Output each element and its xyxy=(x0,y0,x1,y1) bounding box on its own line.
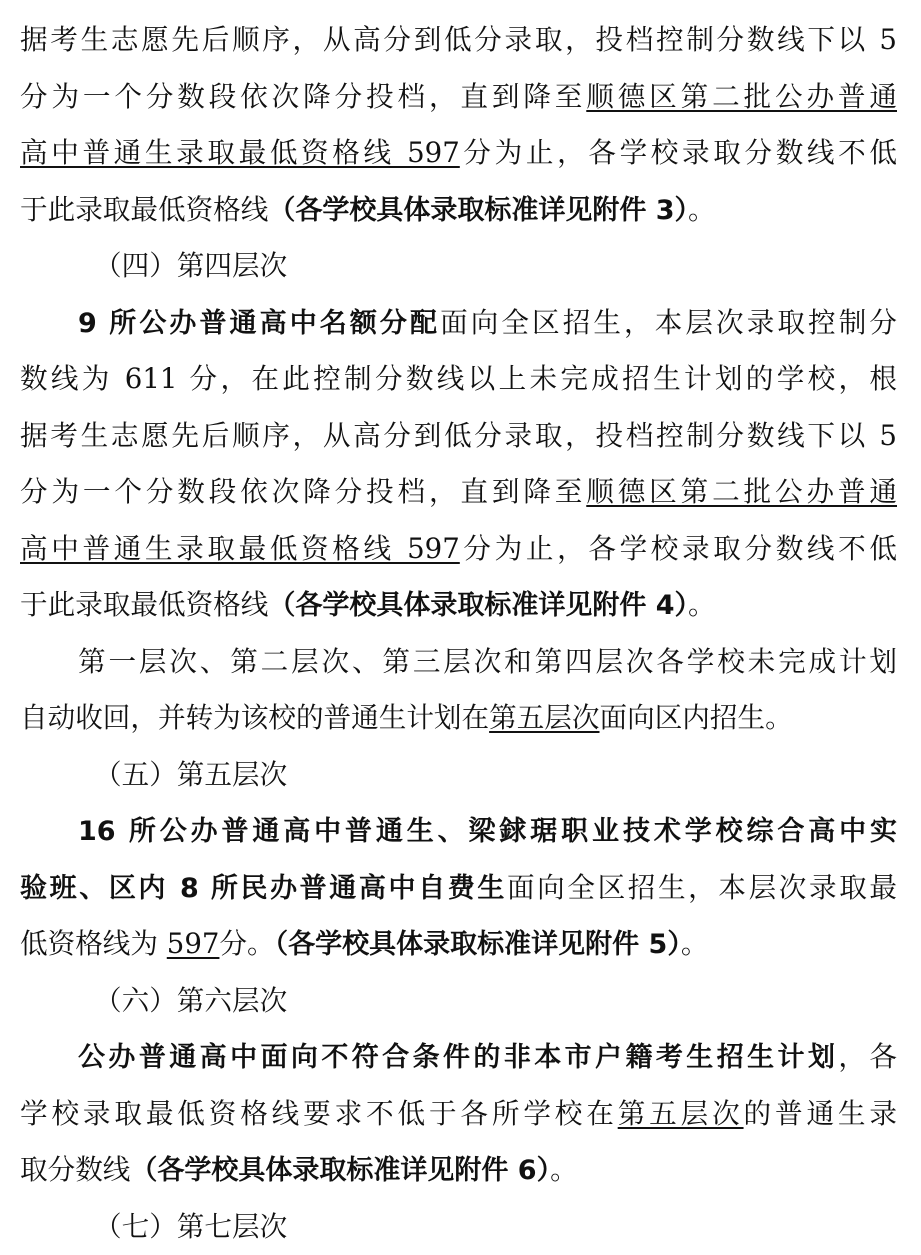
text-run: 分为一个分数段依次降分投档，直到降至 xyxy=(20,80,586,113)
underlined-text: 第五层次 xyxy=(489,701,599,734)
text-run: 面向区内招生。 xyxy=(600,701,793,734)
text-line xyxy=(20,1142,897,1199)
text-run: 分。 xyxy=(219,927,274,960)
paragraph-unfinished-plan xyxy=(20,634,897,747)
text-run: 学校录取最低资格线要求不低于各所学校在 xyxy=(20,1097,618,1130)
bold-text: （各学校具体录取标准详见附件 6） xyxy=(130,1155,550,1186)
bold-text: 验班、区内 8 所民办普通高中自费生 xyxy=(20,873,507,904)
bold-text: 公办普通高中面向不符合条件的非本市户籍考生招生计划 xyxy=(78,1042,838,1073)
text-line xyxy=(20,634,897,691)
underlined-text: 顺德区第二批公办普通 xyxy=(586,475,897,508)
text-line xyxy=(20,690,897,747)
text-line xyxy=(20,521,897,578)
text-line xyxy=(20,803,897,860)
text-run: 分为一个分数段依次降分投档，直到降至 xyxy=(20,475,586,508)
text-run: 。 xyxy=(550,1153,578,1186)
section-heading-7: （七）第七层次 xyxy=(20,1199,897,1255)
text-line xyxy=(20,69,897,126)
text-run: 分为止，各学校录取分数线不低 xyxy=(460,136,897,169)
section-heading-4: （四）第四层次 xyxy=(20,238,897,295)
text-run: 数线为 611 分，在此控制分数线以上未完成招生计划的学校，根 xyxy=(20,362,897,395)
text-line xyxy=(20,464,897,521)
text-line xyxy=(20,351,897,408)
text-run: 。 xyxy=(688,193,716,226)
paragraph-level6 xyxy=(20,1029,897,1199)
paragraph-level5 xyxy=(20,803,897,973)
text-run: 据考生志愿先后顺序，从高分到低分录取，投档控制分数线下以 5 xyxy=(20,419,897,452)
underlined-text: 高中普通生录取最低资格线 597 xyxy=(20,136,460,169)
text-run: 。 xyxy=(681,927,709,960)
bold-text: （各学校具体录取标准详见附件 5） xyxy=(275,929,681,960)
text-run: 。 xyxy=(688,588,716,621)
bold-text: 9 所公办普通高中名额分配 xyxy=(78,308,440,339)
bold-text: （各学校具体录取标准详见附件 3） xyxy=(268,195,688,226)
text-run: 第一层次、第二层次、第三层次和第四层次各学校未完成计划 xyxy=(78,645,897,678)
text-run: 自动收回，并转为该校的普通生计划在 xyxy=(20,701,489,734)
text-run: 据考生志愿先后顺序，从高分到低分录取，投档控制分数线下以 5 xyxy=(20,23,897,56)
text-line xyxy=(20,1086,897,1143)
text-line xyxy=(20,182,897,239)
text-line xyxy=(20,408,897,465)
paragraph-level3-continuation xyxy=(20,12,897,238)
underlined-text: 顺德区第二批公办普通 xyxy=(586,80,897,113)
text-line xyxy=(20,916,897,973)
text-run: 于此录取最低资格线 xyxy=(20,588,268,621)
bold-text: （各学校具体录取标准详见附件 4） xyxy=(268,590,688,621)
bold-text: 16 所公办普通高中普通生、梁銶琚职业技术学校综合高中实 xyxy=(78,816,897,847)
text-run: 取分数线 xyxy=(20,1153,130,1186)
text-line xyxy=(20,125,897,182)
text-run: ，各 xyxy=(838,1040,897,1073)
text-line xyxy=(20,860,897,917)
text-line xyxy=(20,12,897,69)
section-heading-6: （六）第六层次 xyxy=(20,973,897,1030)
text-run: 的普通生录 xyxy=(744,1097,897,1130)
paragraph-level4 xyxy=(20,295,897,634)
underlined-text: 高中普通生录取最低资格线 597 xyxy=(20,532,460,565)
section-heading-5: （五）第五层次 xyxy=(20,747,897,804)
text-run: 分为止，各学校录取分数线不低 xyxy=(460,532,897,565)
text-run: 面向全区招生，本层次录取最 xyxy=(507,871,897,904)
text-line xyxy=(20,1029,897,1086)
underlined-text: 597 xyxy=(167,927,220,960)
text-run: 低资格线为 xyxy=(20,927,158,960)
underlined-text: 第五层次 xyxy=(618,1097,744,1130)
text-line xyxy=(20,295,897,352)
text-run: 于此录取最低资格线 xyxy=(20,193,268,226)
text-line xyxy=(20,577,897,634)
text-run: 面向全区招生，本层次录取控制分 xyxy=(440,306,897,339)
